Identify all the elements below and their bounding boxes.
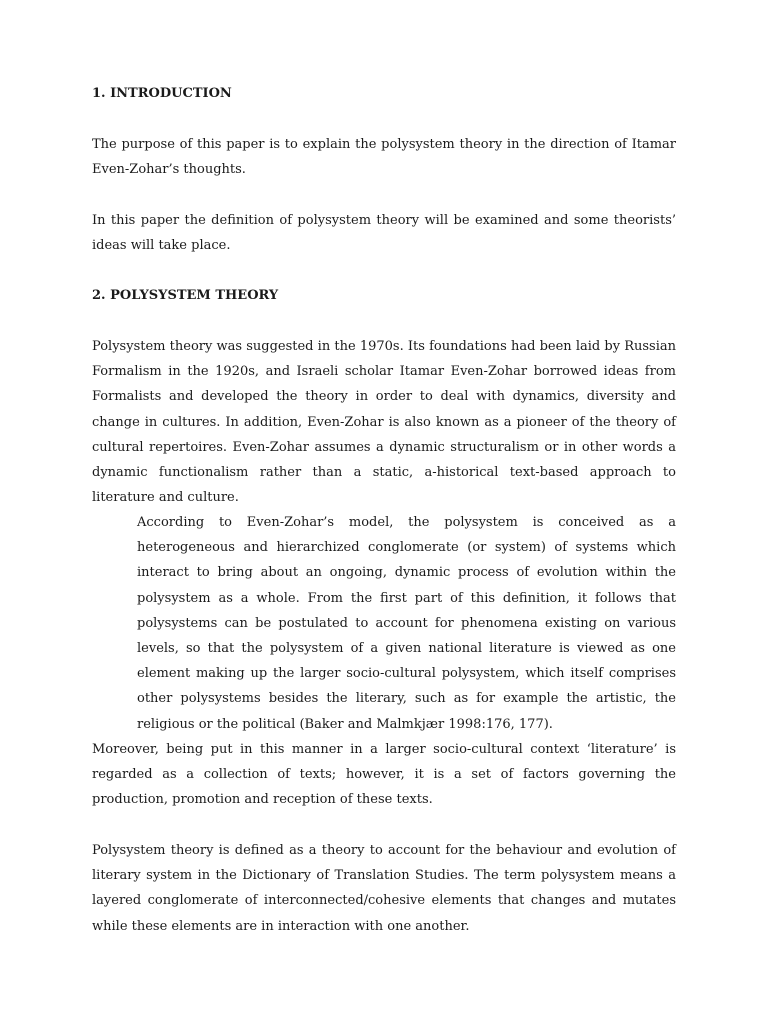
heading-introduction: 1. INTRODUCTION [92, 86, 232, 101]
block-quote: According to Even-Zohar’s model, the polysystem is conceived as a heterogeneous and hierarchized conglomerate (or system) of systems which interact to bring about an ongoing, dynamic process of evolution within the polysystem as a whole. From the first part of this definition, it follows that polysystems can be postulated to account for phenomena existing on various levels, so that the polysystem of a given national literature is viewed as one element making up the larger socio-cultural polysystem, which itself comprises other polysystems besides the literary, such as for example the artistic, the religious or the political (Baker and Malmkjær 1998:176, 177). [137, 515, 676, 732]
paragraph-polysystem-2: Moreover, being put in this manner in a larger socio-cultural context ‘literature’ is regarded as a collection of texts; however, it is a set of factors governing the production, promotion and reception of these texts. [92, 742, 676, 808]
paragraph-polysystem-1: Polysystem theory was suggested in the 1970s. Its foundations had been laid by Russian Formalism in the 1920s, and Israeli scholar Itamar Even-Zohar borrowed ideas from Formalists and developed the theory in order to deal with dynamics, diversity and change in cultures. In addition, Even-Zohar is also known as a pioneer of the theory of cultural repertoires. Even-Zohar assumes a dynamic structuralism or in other words a dynamic functionalism rather than a static, a-historical text-based approach to literature and culture. [92, 339, 676, 506]
heading-polysystem-theory: 2. POLYSYSTEM THEORY [92, 288, 279, 303]
paragraph-polysystem-3: Polysystem theory is defined as a theory to account for the behaviour and evolution of literary system in the Dictionary of Translation Studies. The term polysystem means a layered conglomerate of interconnected/cohesive elements that changes and mutates while these elements are in interaction with one another. [92, 843, 676, 934]
paragraph-intro-1: The purpose of this paper is to explain the polysystem theory in the direction of Itamar Even-Zohar’s thoughts. [92, 137, 676, 178]
paragraph-intro-2: In this paper the definition of polysystem theory will be examined and some theorists’ ideas will take place. [92, 213, 676, 254]
